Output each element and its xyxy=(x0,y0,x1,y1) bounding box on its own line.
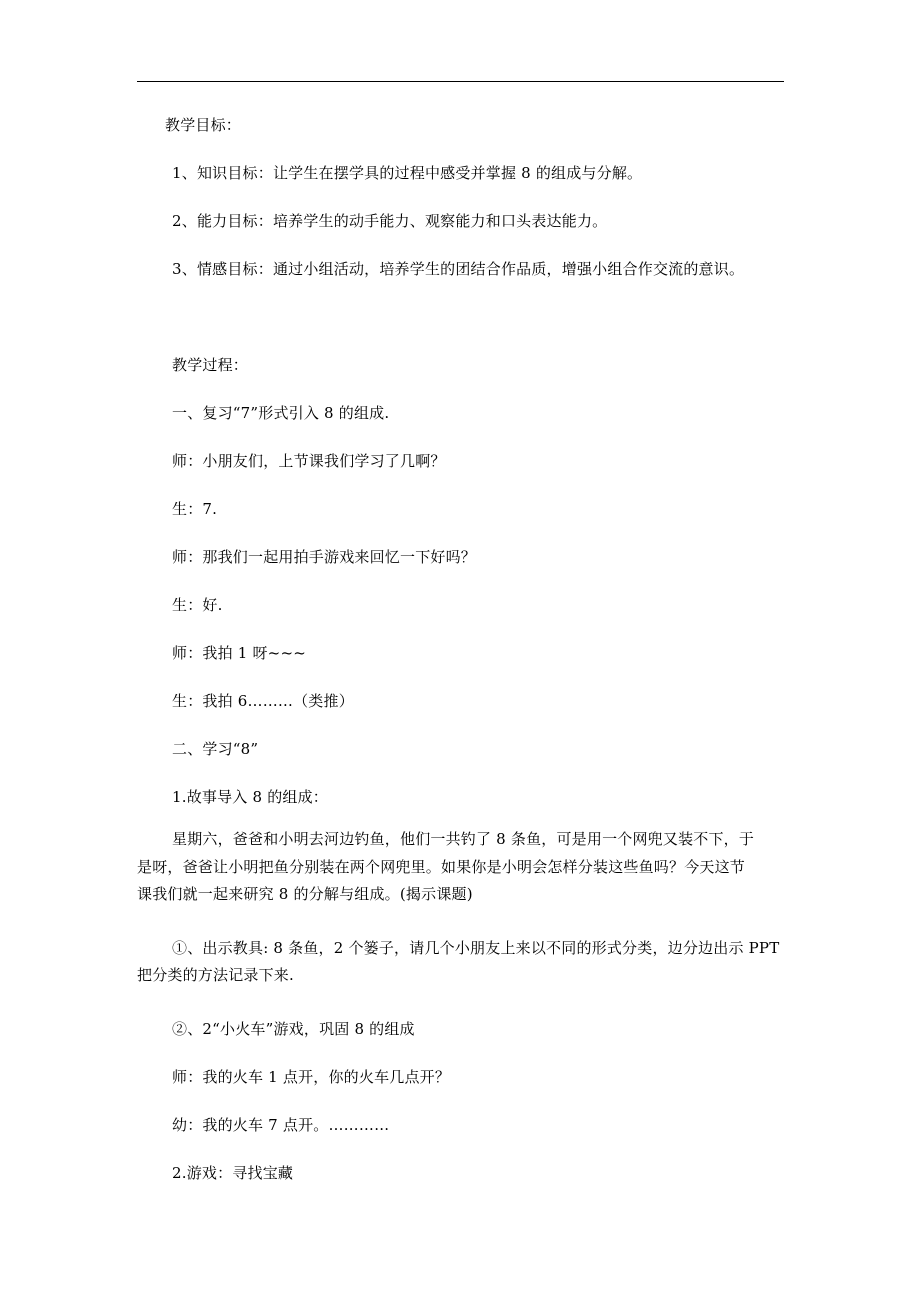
dialog1-line: 生：好. xyxy=(172,596,223,614)
dialog1-line: 师：小朋友们，上节课我们学习了几啊？ xyxy=(172,452,446,470)
step1-line: 把分类的方法记录下来. xyxy=(137,966,294,984)
dialog1-line: 生：我拍 6………（类推） xyxy=(172,692,354,710)
objective-ability: 2、能力目标：培养学生的动手能力、观察能力和口头表达能力。 xyxy=(172,212,608,230)
header-rule xyxy=(137,81,784,82)
objective-knowledge: 1、知识目标：让学生在摆学具的过程中感受并掌握 8 的组成与分解。 xyxy=(172,164,643,182)
story-title: 1.故事导入 8 的组成： xyxy=(172,788,328,806)
story-line: 课我们就一起来研究 8 的分解与组成。(揭示课题) xyxy=(137,885,473,903)
story-line: 星期六，爸爸和小明去河边钓鱼，他们一共钓了 8 条鱼，可是用一个网兜又装不下，于 xyxy=(172,830,755,848)
section2-title: 二、学习“8” xyxy=(172,740,259,758)
game-title: 2.游戏：寻找宝藏 xyxy=(172,1164,294,1182)
step2-title: ②、2“小火车”游戏，巩固 8 的组成 xyxy=(172,1020,415,1038)
story-line: 是呀，爸爸让小明把鱼分别装在两个网兜里。如果你是小明会怎样分装这些鱼吗？今天这节 xyxy=(137,858,746,876)
dialog1-line: 师：那我们一起用拍手游戏来回忆一下好吗？ xyxy=(172,548,477,566)
process-heading: 教学过程： xyxy=(172,356,249,374)
dialog1-line: 师：我拍 1 呀~~~ xyxy=(172,644,306,662)
dialog2-line: 幼：我的火车 7 点开。………… xyxy=(172,1116,390,1134)
dialog2-line: 师：我的火车 1 点开，你的火车几点开？ xyxy=(172,1068,451,1086)
objective-emotion: 3、情感目标：通过小组活动，培养学生的团结合作品质，增强小组合作交流的意识。 xyxy=(172,260,745,278)
dialog1-line: 生：7. xyxy=(172,500,218,518)
section1-title: 一、复习“7”形式引入 8 的组成. xyxy=(172,404,390,422)
objectives-heading: 教学目标： xyxy=(165,116,242,134)
step1-line: ①、出示教具: 8 条鱼，2 个篓子，请几个小朋友上来以不同的形式分类，边分边出示 PPT xyxy=(172,939,780,957)
